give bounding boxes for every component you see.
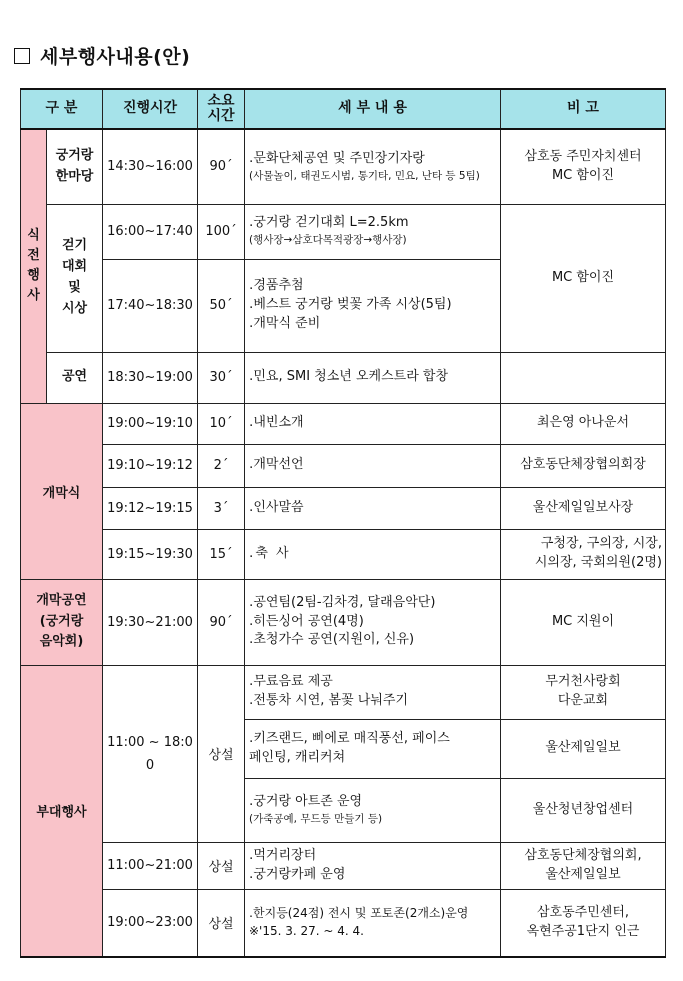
section-opening: 개막식 — [21, 403, 103, 579]
time-cell: 11:00~21:00 — [103, 842, 198, 889]
table-header-row — [21, 89, 666, 129]
note-cell: 최은영 아나운서 — [501, 403, 666, 444]
time-cell: 16:00~17:40 — [103, 204, 198, 259]
note-cell: 삼호동 주민자치센터 MC 함이진 — [501, 129, 666, 204]
content-cell: ․공연팀(2팀-김차경, 달래음악단) ․히든싱어 공연(4명) ․초청가수 공연(지원이, 신유) — [245, 579, 501, 665]
table-row — [21, 842, 666, 889]
time-cell: 19:00~19:10 — [103, 403, 198, 444]
table-row — [21, 129, 666, 204]
section-pre-event: 식 전 행 사 — [21, 129, 47, 403]
header-note: 비 고 — [501, 89, 666, 129]
content-cell: ․키즈랜드, 삐에로 매직풍선, 페이스 페인팅, 캐리커쳐 — [245, 719, 501, 778]
content-cell: ․무료음료 제공 ․전통차 시연, 봄꽃 나눠주기 — [245, 665, 501, 719]
content-cell: ․내빈소개 — [245, 403, 501, 444]
note-cell — [501, 352, 666, 403]
note-cell: 울산제일일보 — [501, 719, 666, 778]
section-opening-show: 개막공연 (궁거랑 음악회) — [21, 579, 103, 665]
duration-cell: 15´ — [198, 529, 245, 579]
content-cell: ․인사말씀 — [245, 487, 501, 529]
sub-walk: 걷기 대회 및 시상 — [47, 204, 103, 352]
duration-cell: 30´ — [198, 352, 245, 403]
note-cell: 구청장, 구의장, 시장, 시의장, 국회의원(2명) — [501, 529, 666, 579]
sub-madang: 궁거랑 한마당 — [47, 129, 103, 204]
schedule-table — [20, 88, 666, 958]
time-cell: 17:40~18:30 — [103, 259, 198, 352]
table-row — [21, 352, 666, 403]
table-row — [21, 889, 666, 957]
time-cell: 19:10~19:12 — [103, 444, 198, 487]
content-cell: ․개막선언 — [245, 444, 501, 487]
title-text: 세부행사내용(안) — [40, 46, 191, 68]
checkbox-square-icon — [14, 48, 30, 64]
time-cell: 11:00 ~ 18:0 0 — [103, 665, 198, 842]
duration-cell: 10´ — [198, 403, 245, 444]
duration-cell: 상설 — [198, 665, 245, 842]
content-cell: ․한지등(24점) 전시 및 포토존(2개소)운영 ※'15. 3. 27. ~ 4. 4. — [245, 889, 501, 957]
header-division: 구 분 — [21, 89, 103, 129]
duration-cell: 50´ — [198, 259, 245, 352]
table-row — [21, 665, 666, 719]
header-time: 진행시간 — [103, 89, 198, 129]
time-cell: 19:15~19:30 — [103, 529, 198, 579]
duration-cell: 3´ — [198, 487, 245, 529]
table-row — [21, 403, 666, 444]
document-title — [14, 42, 190, 69]
table-row — [21, 487, 666, 529]
section-side-event: 부대행사 — [21, 665, 103, 957]
duration-cell: 상설 — [198, 842, 245, 889]
note-cell: 울산청년창업센터 — [501, 778, 666, 842]
time-cell: 19:00~23:00 — [103, 889, 198, 957]
content-cell: ․축 사 — [245, 529, 501, 579]
note-cell: 삼호동주민센터, 옥현주공1단지 인근 — [501, 889, 666, 957]
content-cell: ․궁거랑 걷기대회 L=2.5km (행사장→삼호다목적광장→행사장) — [245, 204, 501, 259]
time-cell: 14:30~16:00 — [103, 129, 198, 204]
content-cell: ․궁거랑 아트존 운영 (가죽공예, 무드등 만들기 등) — [245, 778, 501, 842]
note-cell: 삼호동단체장협의회장 — [501, 444, 666, 487]
note-cell: 무거천사랑회 다운교회 — [501, 665, 666, 719]
content-cell: ․먹거리장터 ․궁거랑카페 운영 — [245, 842, 501, 889]
time-cell: 19:30~21:00 — [103, 579, 198, 665]
note-cell: 울산제일일보사장 — [501, 487, 666, 529]
note-cell: 삼호동단체장협의회, 울산제일일보 — [501, 842, 666, 889]
note-cell: MC 지원이 — [501, 579, 666, 665]
header-content: 세 부 내 용 — [245, 89, 501, 129]
duration-cell: 2´ — [198, 444, 245, 487]
duration-cell: 100´ — [198, 204, 245, 259]
note-cell: MC 함이진 — [501, 204, 666, 352]
duration-cell: 상설 — [198, 889, 245, 957]
content-cell: ․경품추첨 ․베스트 궁거랑 벚꽃 가족 시상(5팀) ․개막식 준비 — [245, 259, 501, 352]
table-row — [21, 529, 666, 579]
table-row — [21, 204, 666, 259]
time-cell: 18:30~19:00 — [103, 352, 198, 403]
header-duration: 소요 시간 — [198, 89, 245, 129]
duration-cell: 90´ — [198, 129, 245, 204]
duration-cell: 90´ — [198, 579, 245, 665]
content-cell: ․문화단체공연 및 주민장기자랑 (사물놀이, 태권도시범, 통기타, 민요, 난타 등 5팀) — [245, 129, 501, 204]
sub-show: 공연 — [47, 352, 103, 403]
table-row — [21, 579, 666, 665]
table-row — [21, 444, 666, 487]
time-cell: 19:12~19:15 — [103, 487, 198, 529]
content-cell: ․민요, SMI 청소년 오케스트라 합창 — [245, 352, 501, 403]
